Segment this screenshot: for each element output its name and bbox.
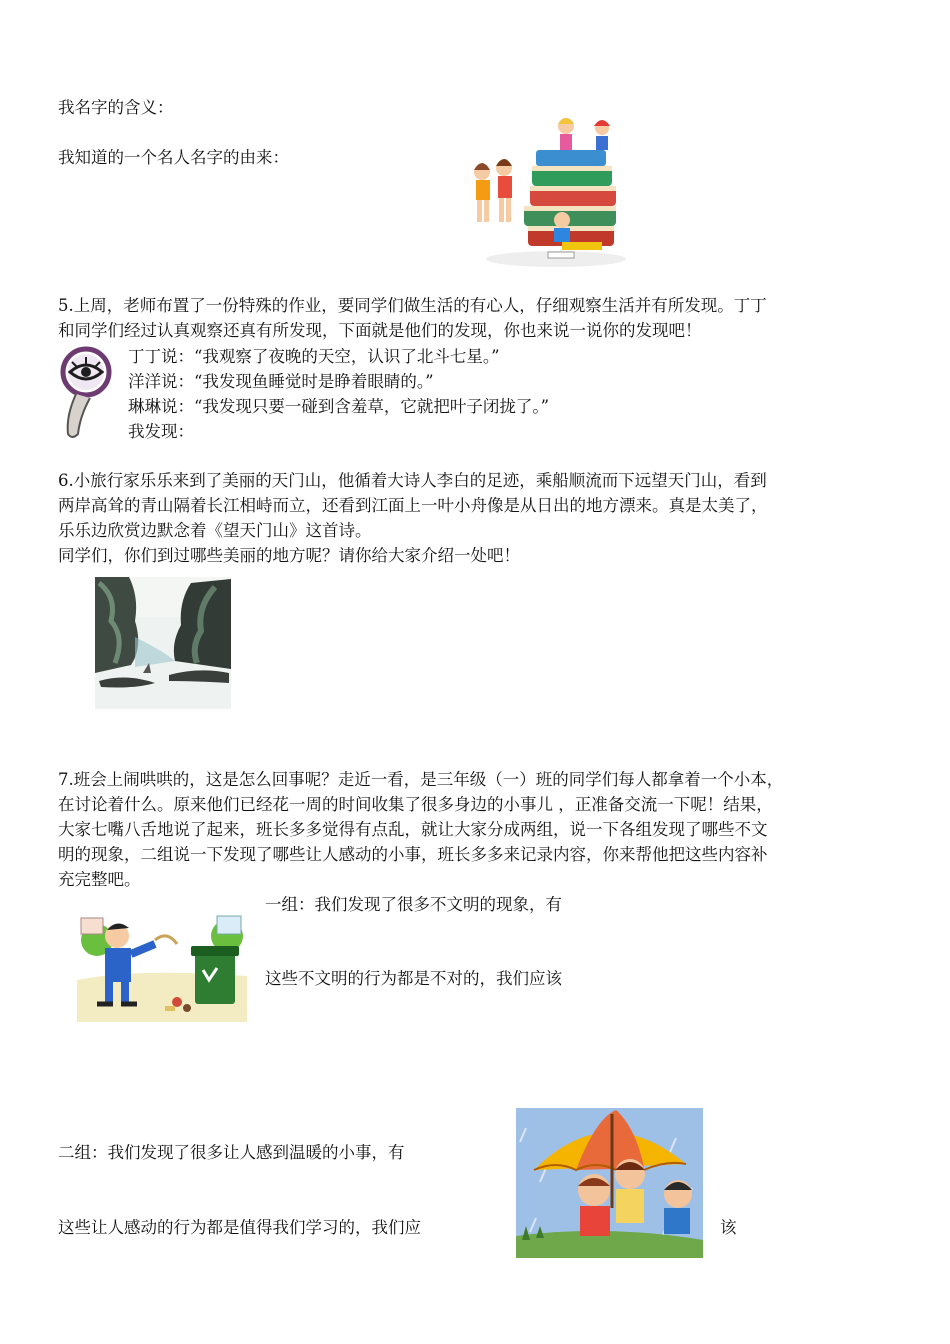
section7-intro-line: 大家七嘴八舌地说了起来，班长多多觉得有点乱，就让大家分成两组，说一下各组发现了哪些不文	[58, 820, 768, 839]
section7-intro-line: 充完整吧。	[58, 870, 141, 889]
group1-should-label: 这些不文明的行为都是不对的，我们应该	[265, 969, 562, 988]
section5-intro-line: 5.上周，老师布置了一份特殊的作业，要同学们做生活的有心人，仔细观察生活并有所发现。丁丁	[58, 296, 767, 315]
littering-man-illustration	[77, 910, 247, 1022]
quote-yangyang: 洋洋说：“我发现鱼睡觉时是睁着眼睛的。”	[128, 372, 434, 391]
section7-intro	[58, 767, 894, 892]
quote-dingding: 丁丁说：“我观察了夜晚的天空，认识了北斗七星。”	[128, 347, 500, 366]
group2-found-label: 二组：我们发现了很多让人感到温暖的小事，有	[58, 1143, 405, 1162]
section6-intro-line: 同学们，你们到过哪些美丽的地方呢？请你给大家介绍一处吧！	[58, 546, 520, 565]
quote-linlin: 琳琳说：“我发现只要一碰到含羞草，它就把叶子闭拢了。”	[128, 397, 550, 416]
section7-intro-line: 在讨论着什么。原来他们已经花一周的时间收集了很多身边的小事儿 ，正准备交流一下呢！结果，	[58, 795, 773, 814]
tianmen-mountain-painting	[95, 577, 231, 709]
magnifying-glass-icon	[58, 346, 114, 442]
kids-reading-books-illustration	[466, 114, 636, 269]
section6-intro-line: 乐乐边欣赏边默念着《望天门山》这首诗。	[58, 521, 372, 540]
section7-intro-line: 明的现象，二组说一下发现了哪些让人感动的小事，班长多多来记录内容，你来帮他把这些内容补	[58, 845, 768, 864]
section7-intro-line: 7.班会上闹哄哄的，这是怎么回事呢？走近一看，是三年级（一）班的同学们每人都拿着一个小本，	[58, 770, 784, 789]
section6-intro-line: 两岸高耸的青山隔着长江相峙而立，还看到江面上一叶小舟像是从日出的地方漂来。真是太美了，	[58, 496, 768, 515]
group1-found-label: 一组：我们发现了很多不文明的现象，有	[265, 895, 562, 914]
famous-name-label: 我知道的一个名人名字的由来：	[58, 148, 289, 167]
kids-umbrella-illustration	[516, 1108, 703, 1258]
my-discovery-label: 我发现：	[128, 422, 194, 441]
name-meaning-label: 我名字的含义：	[58, 98, 174, 117]
group2-should-label: 这些让人感动的行为都是值得我们学习的，我们应	[58, 1218, 421, 1237]
group2-should-end: 该	[720, 1218, 737, 1237]
section6-intro	[58, 468, 894, 568]
section5-intro-line: 和同学们经过认真观察还真有所发现，下面就是他们的发现，你也来说一说你的发现吧！	[58, 321, 702, 340]
section5-intro	[58, 293, 894, 343]
section6-intro-line: 6.小旅行家乐乐来到了美丽的天门山，他循着大诗人李白的足迹，乘船顺流而下远望天门山，看到	[58, 471, 767, 490]
